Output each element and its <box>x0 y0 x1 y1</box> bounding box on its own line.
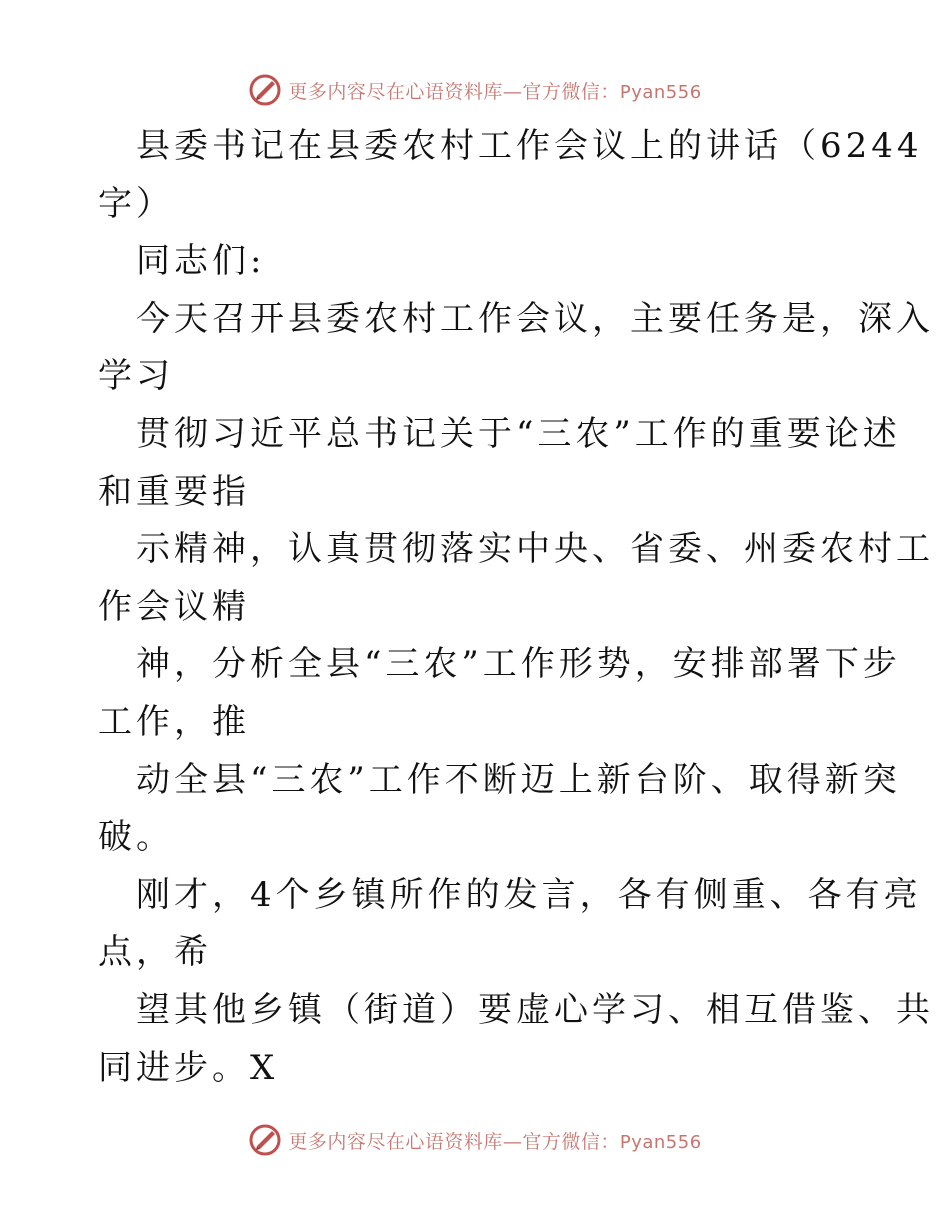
paragraph-line: 作会议精 <box>98 586 250 627</box>
paragraph-line: 动全县“三农”工作不断迈上新台阶、取得新突 <box>136 759 901 800</box>
paragraph-line: 工作，推 <box>98 701 250 742</box>
watermark-wechat-id: Pyan556 <box>619 81 702 103</box>
watermark-wechat-label: 官方微信： <box>522 1130 620 1153</box>
brand-logo-icon <box>248 73 282 107</box>
paragraph-line: 点，希 <box>98 932 212 973</box>
watermark-wechat-label: 官方微信： <box>522 80 620 103</box>
paragraph-line: 望其他乡镇（街道）要虚心学习、相互借鉴、共 <box>136 989 934 1030</box>
brand-logo-icon <box>248 1123 282 1157</box>
title-line-2: 字） <box>98 183 174 224</box>
paragraph-line: 同进步。X <box>98 1047 279 1088</box>
paragraph-line: 神，分析全县“三农”工作形势，安排部署下步 <box>136 644 901 685</box>
paragraph-line: 刚才，4个乡镇所作的发言，各有侧重、各有亮 <box>136 874 922 915</box>
paragraph-line: 破。 <box>98 817 174 858</box>
paragraph-line: 示精神，认真贯彻落实中央、省委、州委农村工 <box>136 529 934 570</box>
watermark-banner-bottom <box>0 1120 950 1160</box>
watermark-banner-top <box>0 70 950 110</box>
watermark-brand: 更多内容尽在心语资料库 <box>288 1130 503 1153</box>
paragraph-line: 和重要指 <box>98 471 250 512</box>
watermark-brand: 更多内容尽在心语资料库 <box>288 80 503 103</box>
watermark-dash: — <box>502 1130 523 1153</box>
document-body <box>98 118 934 1097</box>
paragraph-line: 学习 <box>98 356 174 397</box>
salutation: 同志们: <box>136 241 266 282</box>
paragraph-line: 贯彻习近平总书记关于“三农”工作的重要论述 <box>136 413 901 454</box>
watermark-text <box>288 77 701 104</box>
watermark-wechat-id: Pyan556 <box>619 1131 702 1153</box>
paragraph-line: 今天召开县委农村工作会议，主要任务是，深入 <box>136 298 934 339</box>
watermark-text <box>288 1127 701 1154</box>
watermark-dash: — <box>502 80 523 103</box>
title-line-1: 县委书记在县委农村工作会议上的讲话（6244 <box>136 126 923 166</box>
